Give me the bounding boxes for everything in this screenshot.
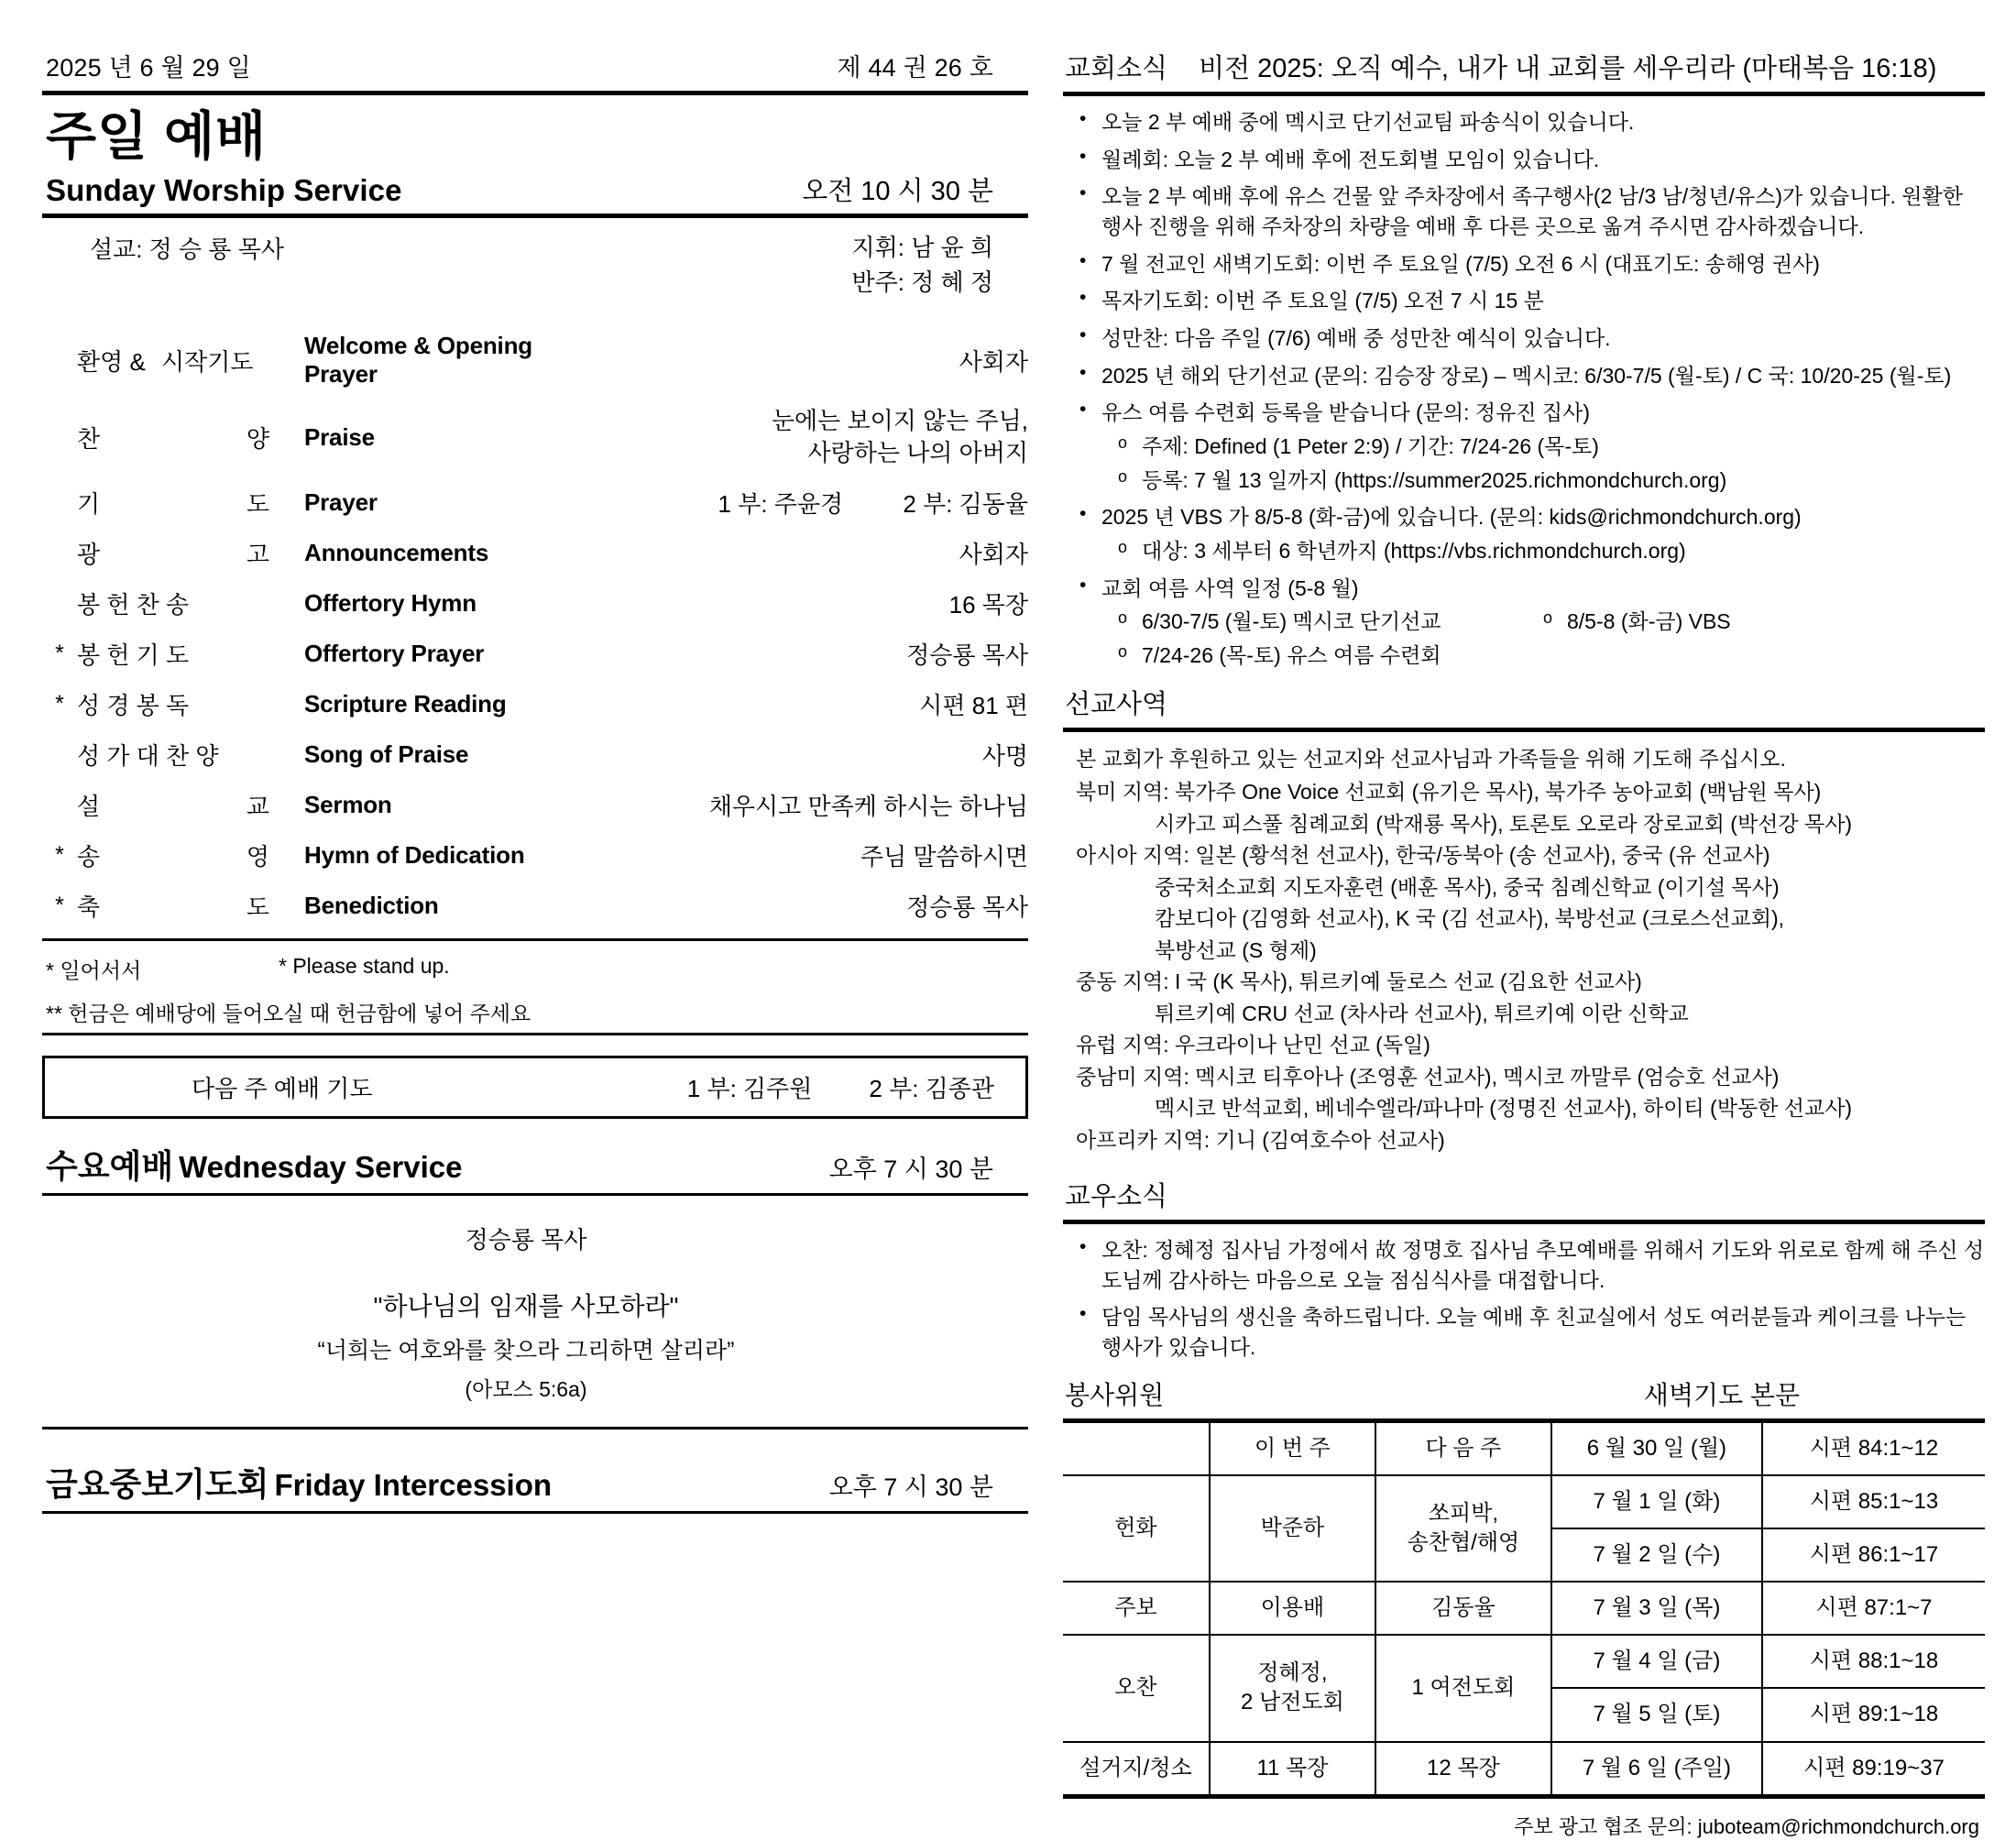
next-week-prayer-label: 다음 주 예배 기도 [192, 1075, 373, 1103]
duty-next-week: 1 여전도회 [1375, 1635, 1551, 1741]
order-label-kr-b: 시작기도 [161, 347, 254, 376]
list-item [1063, 398, 1985, 495]
news-subtext: 등록: 7 월 13 일까지 (https://summer2025.richmondchurch.org) [1142, 467, 1727, 492]
news-text: 유스 여름 수련회 등록을 받습니다 (문의: 정유진 집사) [1101, 400, 1591, 425]
order-row [42, 881, 1028, 931]
order-assignee: 정승룡 목사 [906, 893, 1028, 922]
stand-note-en: * Please stand up. [279, 954, 450, 979]
duty-label: 헌화 [1063, 1475, 1210, 1582]
list-item [1101, 432, 1985, 462]
order-star: * [55, 641, 64, 667]
mission-region: 중남미 지역: 멕시코 티후아나 (조영훈 선교사), 멕시코 까말루 (엄승호 선교사) [1076, 1064, 1780, 1089]
order-label-en: Benediction [304, 892, 439, 920]
duty-heading-left: 봉사위원 [1065, 1380, 1165, 1409]
order-label-kr-a: 송 [77, 843, 101, 871]
order-star [42, 477, 77, 528]
column-gap [1028, 48, 1063, 1541]
sunday-service-time: 오전 10 시 30 분 [802, 176, 993, 206]
list-item [1101, 465, 1985, 496]
order-star [42, 528, 77, 578]
mission-region: 유럽 지역: 우크라이나 난민 선교 (독일) [1076, 1033, 1430, 1057]
duty-col-next-week: 다 음 주 [1375, 1420, 1551, 1475]
duty-this-week-l2: 2 남전도회 [1241, 1690, 1344, 1715]
news-subtext: 대상: 3 세부터 6 학년까지 (https://vbs.richmondchurch.org) [1142, 538, 1686, 563]
duty-next-week-l1: 쏘피박, [1428, 1500, 1499, 1526]
friday-service-header [42, 1455, 1028, 1514]
duty-label: 주보 [1063, 1582, 1210, 1635]
sunday-service-title-kr: 주일 예배 [46, 107, 268, 166]
order-label-kr-b: 영 [246, 843, 269, 871]
order-label-kr-a: 축 [77, 893, 101, 922]
praise-hymn-1: 눈에는 보이지 않는 주님, [771, 407, 1028, 435]
list-item [1063, 145, 1985, 175]
order-label-kr [77, 477, 304, 528]
accompanist-name: 반주: 정 혜 정 [851, 268, 993, 296]
duty-next-week: 12 목장 [1375, 1742, 1551, 1797]
wednesday-verse: “너희는 여호와를 찾으라 그리하면 살리라” [317, 1338, 735, 1364]
service-leaders [42, 218, 1028, 300]
next-week-prayer-box [42, 1056, 1028, 1119]
news-sub-list [1101, 536, 1985, 566]
order-assignee: 사회자 [959, 347, 1028, 376]
mission-region-cont: 캄보디아 (김영화 선교사), K 국 (김 선교사), 북방선교 (크로스선교회), [1155, 906, 1785, 930]
mission-region-cont: 멕시코 반석교회, 베네수엘라/파나마 (정명진 선교사), 하이티 (박동한 선교사) [1155, 1096, 1853, 1120]
order-star [42, 323, 77, 397]
devotion-day: 6 월 30 일 (월) [1551, 1420, 1762, 1475]
bulletin-header [42, 48, 1028, 95]
order-assignee: 사회자 [959, 541, 1028, 569]
mission-lead: 본 교회가 후원하고 있는 선교지와 선교사님과 가족들을 위해 기도해 주십시오. [1076, 746, 1786, 771]
order-assignee: 시편 81 편 [919, 692, 1028, 720]
news-text: 오늘 2 부 예배 중에 멕시코 단기선교팀 파송식이 있습니다. [1101, 110, 1635, 134]
duty-next-week [1375, 1475, 1551, 1582]
wednesday-title-kr: 수요예배 [46, 1147, 174, 1186]
duty-this-week: 11 목장 [1210, 1742, 1375, 1797]
order-assignee: 채우시고 만족케 하시는 하나님 [708, 793, 1028, 821]
bulletin-volume: 제 44 권 26 호 [837, 54, 993, 82]
duty-this-week-l1: 정혜정, [1257, 1660, 1328, 1686]
right-column [1063, 48, 1985, 1838]
news-subtext: 주제: Defined (1 Peter 2:9) / 기간: 7/24-26 (목-토) [1142, 433, 1599, 458]
order-label-kr: 봉 헌 기 도 [77, 641, 190, 670]
sunday-service-subtitle-row [42, 169, 1028, 218]
friday-title-kr: 금요중보기도회 [46, 1465, 269, 1504]
order-assignee [597, 397, 1028, 477]
mission-region-cont: 북방선교 (S 형제) [1155, 937, 1317, 962]
list-item [1063, 574, 1985, 671]
sunday-service-title-en: Sunday Worship Service [46, 172, 402, 207]
news-subtext: 7/24-26 (목-토) 유스 여름 수련회 [1142, 642, 1441, 667]
devotion-day: 7 월 5 일 (토) [1551, 1688, 1762, 1741]
order-row [42, 477, 1028, 528]
list-item [1101, 536, 1985, 566]
left-column [42, 48, 1028, 1541]
news-text: 7 월 전교인 새벽기도회: 이번 주 토요일 (7/5) 오전 6 시 (대표기도: 송해영 권사) [1101, 251, 1820, 276]
news-text: 2025 년 해외 단기선교 (문의: 김승장 장로) – 멕시코: 6/30-7/5 (월-토) / C 국: 10/20-25 (월-토) [1101, 363, 1952, 388]
devotion-day: 7 월 6 일 (주일) [1551, 1742, 1762, 1797]
list-item [1063, 286, 1985, 316]
church-news-heading: 교회소식 [1065, 54, 1168, 83]
duty-this-week [1210, 1635, 1375, 1741]
duty-this-week: 이용배 [1210, 1582, 1375, 1635]
vision-statement: 비전 2025: 오직 예수, 내가 내 교회를 세우리라 (마태복음 16:18) [1199, 54, 1937, 83]
prayer-part1: 1 부: 주윤경 [718, 490, 844, 519]
order-star: * [55, 842, 64, 869]
order-assignee [597, 477, 1028, 528]
order-label-kr [77, 780, 304, 830]
order-label-en: Announcements [304, 539, 489, 567]
devotion-ref: 시편 86:1~17 [1762, 1528, 1985, 1582]
mission-region: 아프리카 지역: 기니 (김여호수아 선교사) [1076, 1127, 1445, 1152]
news-subtext-2: o 8/5-8 (화-금) VBS [1543, 608, 1731, 634]
order-row [42, 830, 1028, 881]
order-label-en: Hymn of Dedication [304, 841, 525, 870]
mission-heading: 선교사역 [1065, 689, 1168, 719]
list-item [1063, 323, 1985, 354]
devotion-ref: 시편 89:1~18 [1762, 1688, 1985, 1741]
list-item [1063, 1235, 1985, 1295]
duty-label: 설거지/청소 [1063, 1742, 1210, 1797]
order-label-en: Sermon [304, 791, 392, 819]
order-label-kr-a: 환영 & [77, 347, 146, 376]
table-row [1063, 1635, 1985, 1688]
preacher-name: 설교: 정 승 룡 목사 [90, 235, 284, 263]
table-row [1063, 1420, 1985, 1475]
wednesday-title-en: Wednesday Service [179, 1150, 463, 1185]
praise-hymn-2: 사랑하는 나의 아버지 [807, 439, 1028, 467]
mission-region-cont: 튀르키예 CRU 선교 (차사라 선교사), 튀르키예 이란 신학교 [1155, 1001, 1689, 1025]
order-assignee: 16 목장 [948, 591, 1028, 619]
prayer-part2: 2 부: 김동율 [903, 490, 1028, 519]
order-row [42, 679, 1028, 729]
devotion-ref: 시편 85:1~13 [1762, 1475, 1985, 1528]
bulletin-date: 2025 년 6 월 29 일 [46, 54, 251, 82]
devotion-day: 7 월 2 일 (수) [1551, 1528, 1762, 1582]
devotion-ref: 시편 84:1~12 [1762, 1420, 1985, 1475]
order-row [42, 780, 1028, 830]
member-news-text: 오찬: 정혜정 집사님 가정에서 故 정명호 집사님 추모예배를 위해서 기도와 위로로 함께 해 주신 성도님께 감사하는 마음으로 오늘 점심식사를 대접합니다. [1101, 1238, 1985, 1292]
friday-title-en: Friday Intercession [274, 1468, 553, 1503]
order-label-kr-b: 도 [246, 893, 269, 922]
order-label-kr: 성 가 대 찬 양 [77, 742, 219, 771]
order-label-kr-a: 기 [77, 490, 101, 519]
order-label-kr: 봉 헌 찬 송 [77, 591, 190, 619]
news-subtext-2-label: 8/5-8 (화-금) VBS [1567, 609, 1731, 634]
list-item [1101, 607, 1985, 637]
devotion-ref: 시편 88:1~18 [1762, 1635, 1985, 1688]
order-label-en: Offertory Prayer [304, 640, 485, 668]
order-label-kr [77, 881, 304, 931]
duty-next-week-l2: 송찬협/해영 [1407, 1529, 1520, 1555]
duty-label: 오찬 [1063, 1635, 1210, 1741]
order-assignee: 주님 말씀하시면 [860, 843, 1028, 871]
devotion-ref: 시편 89:19~37 [1762, 1742, 1985, 1797]
member-news-text: 담임 목사님의 생신을 축하드립니다. 오늘 예배 후 친교실에서 성도 여러분들과 케이크를 나누는 행사가 있습니다. [1101, 1305, 1967, 1359]
devotion-day: 7 월 3 일 (목) [1551, 1582, 1762, 1635]
duty-heading-right: 새벽기도 본문 [1643, 1380, 1800, 1409]
order-row [42, 528, 1028, 578]
news-text: 교회 여름 사역 일정 (5-8 월) [1101, 575, 1359, 600]
mission-body [1063, 732, 1985, 1156]
news-text: 목자기도회: 이번 주 토요일 (7/5) 오전 7 시 15 분 [1101, 289, 1544, 313]
order-star [42, 397, 77, 477]
order-label-kr-a: 찬 [77, 424, 101, 453]
conductor-name: 지휘: 남 윤 희 [851, 233, 993, 261]
wednesday-service-body [42, 1196, 1028, 1429]
order-row [42, 397, 1028, 477]
order-label-en: Praise [304, 422, 375, 451]
order-label-en: Prayer [304, 488, 378, 517]
wednesday-theme: "하나님의 임재를 사모하라" [373, 1292, 679, 1321]
order-label-kr [77, 830, 304, 881]
duty-table-headings [1063, 1375, 1985, 1418]
order-row [42, 578, 1028, 629]
order-row [42, 323, 1028, 397]
order-star [42, 729, 77, 780]
order-label-kr: 성 경 봉 독 [77, 692, 190, 720]
member-news-header [1063, 1176, 1985, 1224]
news-sub-list [1101, 607, 1985, 670]
church-news-list [1063, 96, 1985, 671]
list-item [1063, 361, 1985, 391]
news-text: 오늘 2 부 예배 후에 유스 건물 앞 주차장에서 족구행사(2 남/3 남/청년/유스)가 있습니다. 원활한 행사 진행을 위해 주차장의 차량을 예배 후 다른 곳으로 옮겨 주시면 감사하겠습니다. [1101, 184, 1963, 238]
next-week-prayer-part1: 1 부: 김주원 [686, 1075, 813, 1103]
duty-this-week: 박준하 [1210, 1475, 1375, 1582]
table-row [1063, 1582, 1985, 1635]
news-text: 성만찬: 다음 주일 (7/6) 예배 중 성만찬 예식이 있습니다. [1101, 325, 1611, 350]
mission-region-cont: 시카고 피스풀 침례교회 (박재룡 목사), 토론토 오로라 장로교회 (박선강 목사) [1155, 811, 1853, 836]
duty-col-this-week: 이 번 주 [1210, 1420, 1375, 1475]
order-label-kr [77, 397, 304, 477]
order-assignee: 정승룡 목사 [906, 641, 1028, 670]
list-item [1063, 181, 1985, 241]
news-text: 2025 년 VBS 가 8/5-8 (화-금)에 있습니다. (문의: kids@richmondchurch.org) [1101, 505, 1802, 530]
order-label-kr-a: 광 [77, 541, 101, 569]
devotion-ref: 시편 87:1~7 [1762, 1582, 1985, 1635]
service-notes [42, 938, 1028, 1035]
news-sub-list [1101, 432, 1985, 495]
order-label-kr-b: 교 [246, 793, 269, 821]
order-label-en: Welcome & Opening Prayer [304, 332, 532, 389]
member-news-heading: 교우소식 [1065, 1182, 1168, 1211]
wednesday-time: 오후 7 시 30 분 [828, 1155, 993, 1184]
list-item [1063, 502, 1985, 565]
order-star: * [55, 691, 64, 717]
offering-note: ** 헌금은 예배당에 들어오실 때 헌금함에 넣어 주세요 [46, 1002, 531, 1026]
list-item [1063, 249, 1985, 279]
order-label-en: Song of Praise [304, 740, 469, 769]
mission-region: 중동 지역: I 국 (K 목사), 튀르키예 둘로스 선교 (김요한 선교사) [1076, 969, 1642, 993]
devotion-day: 7 월 1 일 (화) [1551, 1475, 1762, 1528]
order-label-kr-b: 도 [246, 490, 269, 519]
order-star [42, 578, 77, 629]
order-label-kr-a: 설 [77, 793, 101, 821]
duty-and-devotion-table [1063, 1418, 1985, 1799]
order-row [42, 729, 1028, 780]
order-star: * [55, 893, 64, 919]
church-news-header [1063, 48, 1985, 96]
mission-header [1063, 684, 1985, 732]
bulletin-contact-footer: 주보 광고 협조 문의: juboteam@richmondchurch.org [1514, 1814, 1979, 1838]
order-assignee: 사명 [981, 742, 1028, 771]
devotion-day: 7 월 4 일 (금) [1551, 1635, 1762, 1688]
order-star [42, 780, 77, 830]
order-label-kr-b: 고 [246, 541, 269, 569]
duty-next-week: 김동율 [1375, 1582, 1551, 1635]
table-row [1063, 1475, 1985, 1528]
order-of-service-table [42, 323, 1028, 931]
music-leaders [852, 231, 993, 300]
wednesday-reference: (아모스 5:6a) [465, 1377, 587, 1402]
wednesday-speaker: 정승룡 목사 [465, 1226, 587, 1254]
order-row [42, 629, 1028, 679]
order-label-kr [77, 528, 304, 578]
order-label-en: Scripture Reading [304, 690, 507, 718]
duty-empty-cell [1063, 1420, 1210, 1475]
table-row [1063, 1742, 1985, 1797]
next-week-prayer-part2: 2 부: 김종관 [869, 1075, 994, 1103]
list-item [1101, 641, 1985, 671]
wednesday-service-header [42, 1137, 1028, 1196]
order-label-kr-b: 양 [246, 424, 269, 453]
mission-region: 아시아 지역: 일본 (황석천 선교사), 한국/동북아 (송 선교사), 중국 (유 선교사) [1076, 843, 1770, 867]
member-news-list [1063, 1224, 1985, 1363]
list-item [1063, 107, 1985, 137]
order-label-en: Offertory Hymn [304, 589, 477, 618]
list-item [1063, 1302, 1985, 1362]
mission-region-cont: 중국처소교회 지도자훈련 (배훈 목사), 중국 침례신학교 (이기설 목사) [1155, 874, 1780, 899]
news-text: 월례회: 오늘 2 부 예배 후에 전도회별 모임이 있습니다. [1101, 147, 1600, 171]
news-subtext: o 6/30-7/5 (월-토) 멕시코 단기선교 [1142, 609, 1441, 634]
order-label-kr [77, 323, 304, 397]
friday-time: 오후 7 시 30 분 [828, 1473, 993, 1502]
mission-region: 북미 지역: 북가주 One Voice 선교회 (유기은 목사), 북가주 농아교회 (백남원 목사) [1076, 780, 1822, 804]
stand-note-kr: * 일어서서 [46, 958, 142, 983]
